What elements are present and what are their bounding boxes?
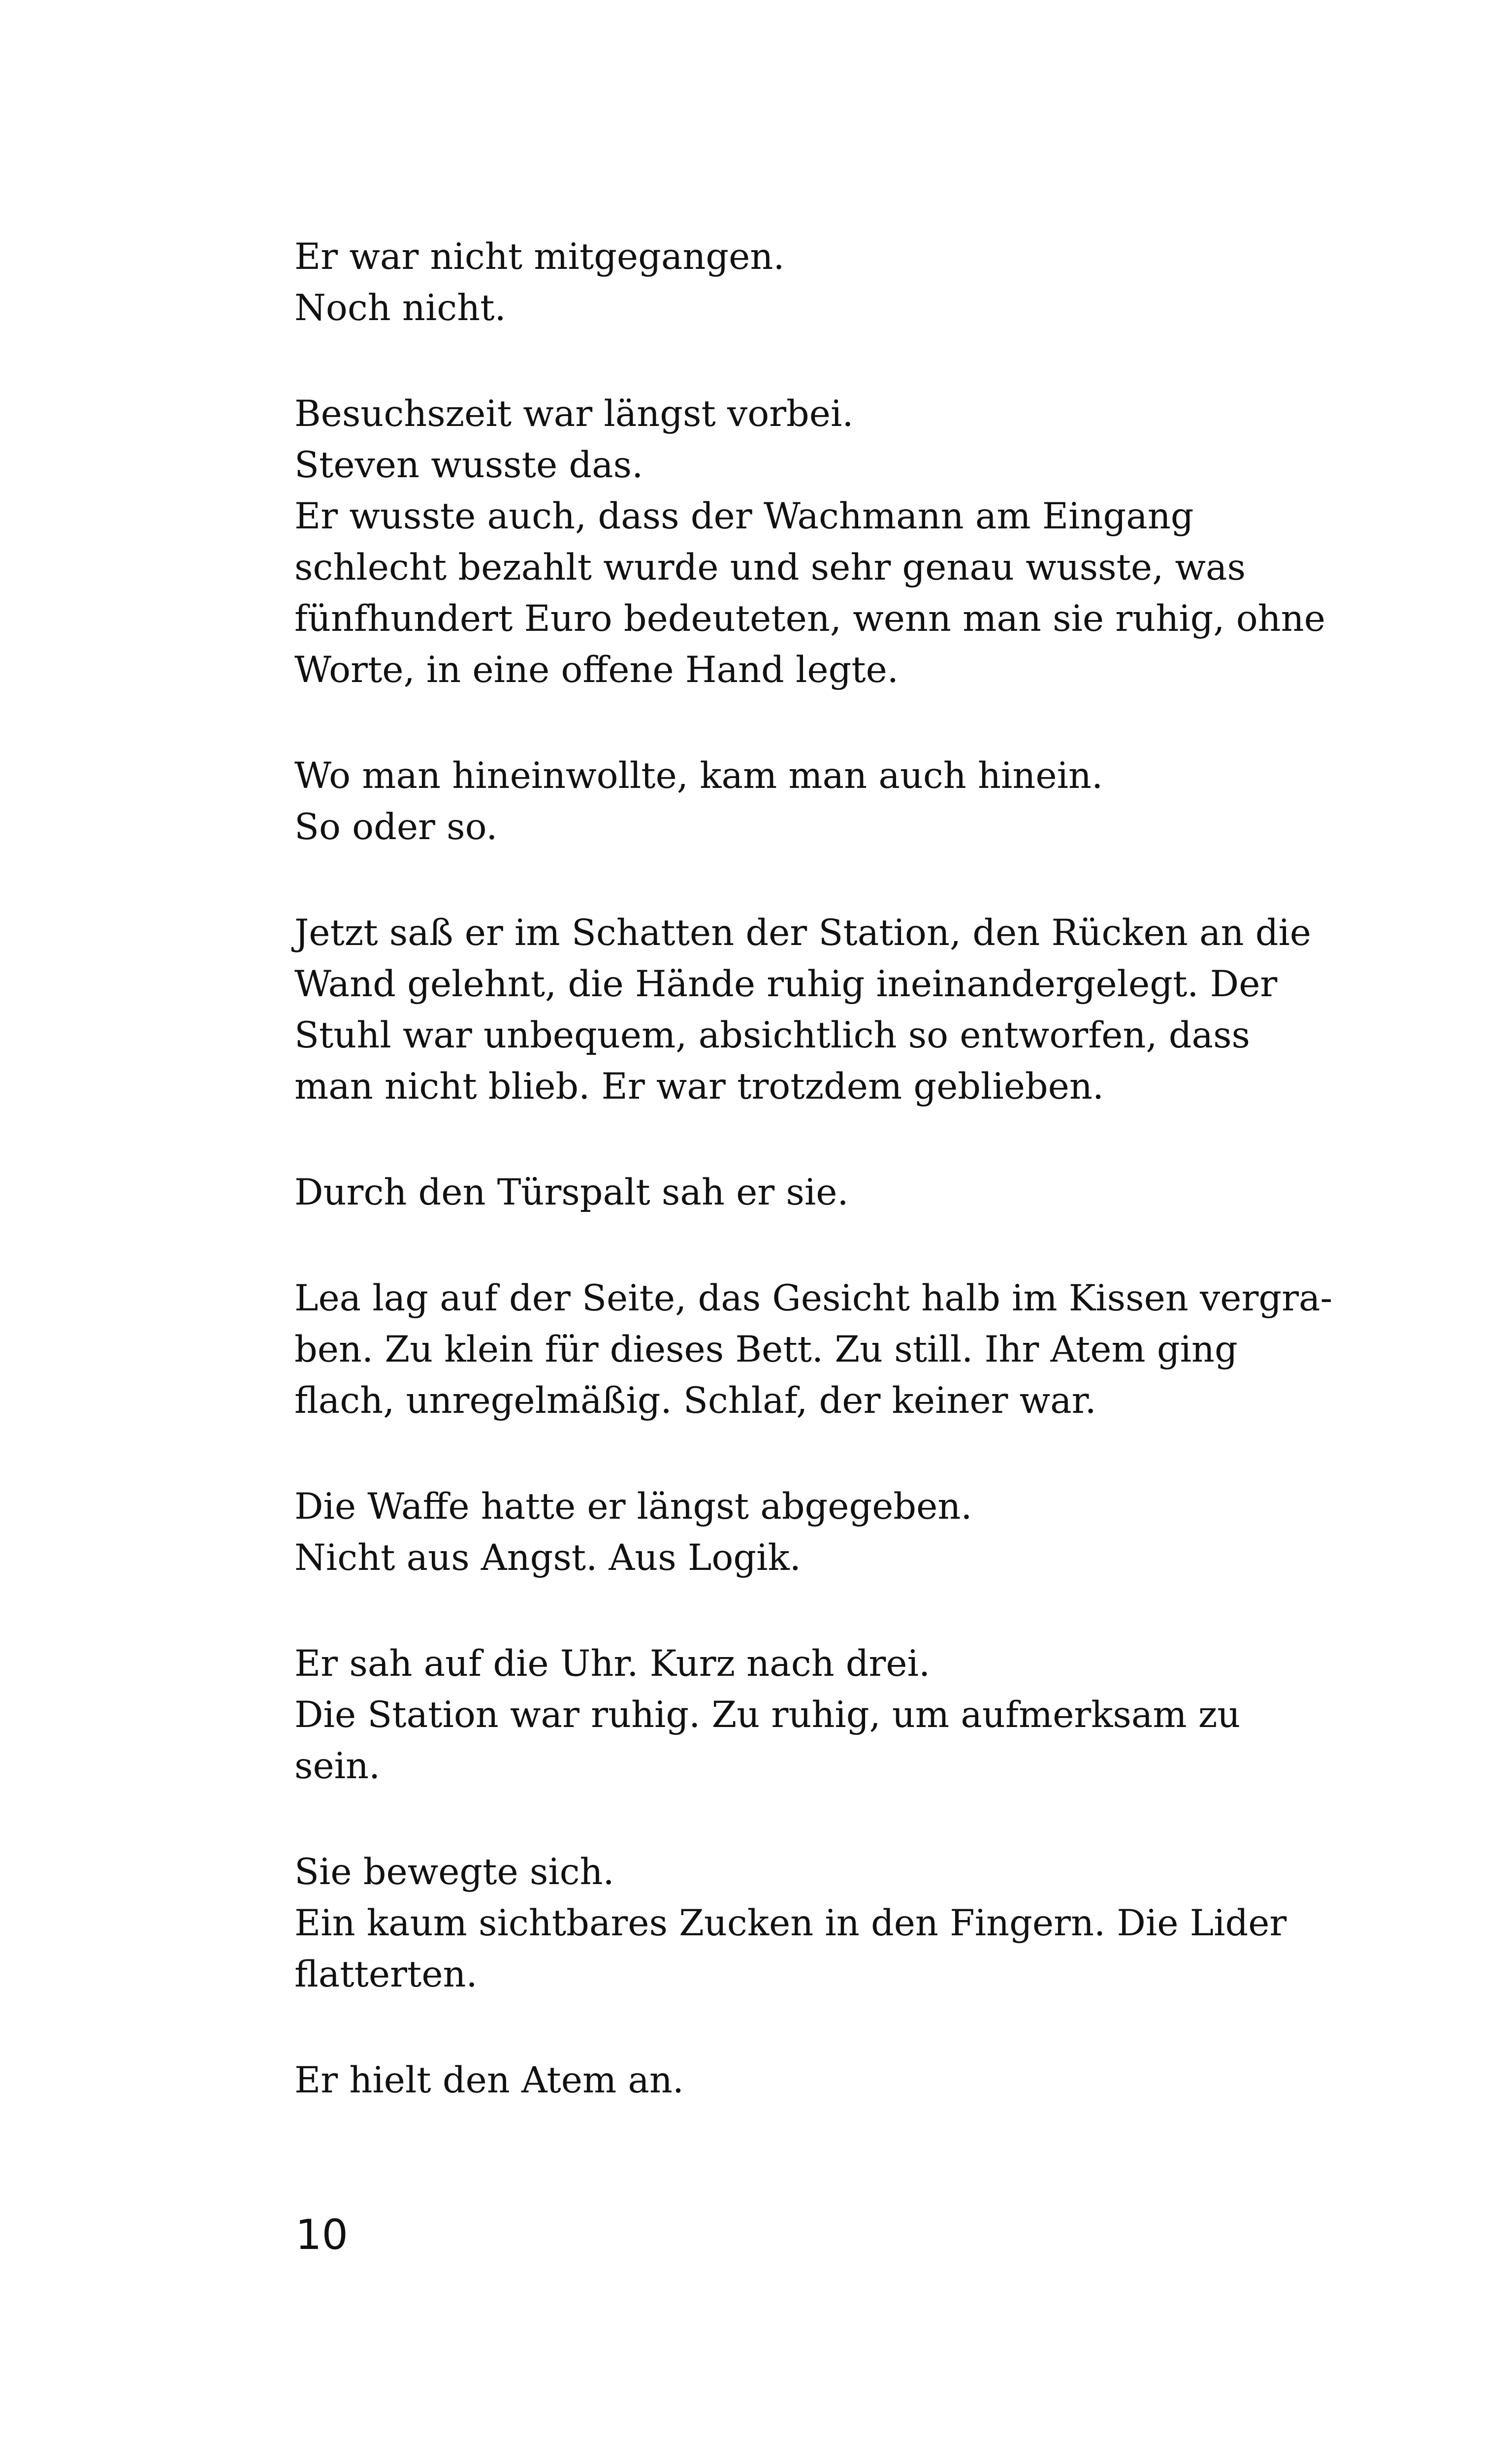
- text-line: Wand gelehnt, die Hände ruhig ineinandergelegt. Der: [294, 963, 1278, 1005]
- text-line: Er war nicht mitgegangen.: [294, 236, 785, 278]
- text-line: Jetzt saß er im Schatten der Station, den Rücken an die: [294, 912, 1311, 954]
- text-line: flatterten.: [294, 1954, 478, 1995]
- text-line: Er wusste auch, dass der Wachmann am Eingang: [294, 495, 1194, 537]
- text-line: Noch nicht.: [294, 287, 506, 329]
- text-line: Worte, in eine offene Hand legte.: [294, 649, 899, 691]
- paragraph: [294, 1167, 1255, 1218]
- text-line: Stuhl war unbequem, absichtlich so entworfen, dass: [294, 1014, 1250, 1056]
- text-line: Sie bewegte sich.: [294, 1851, 614, 1893]
- text-line: So oder so.: [294, 806, 498, 848]
- text-line: ben. Zu klein für dieses Bett. Zu still. Ihr Atem ging: [294, 1329, 1238, 1370]
- paragraph: [294, 2055, 1255, 2106]
- paragraph: [294, 750, 1255, 853]
- text-line: Steven wusste das.: [294, 444, 643, 486]
- paragraph: [294, 1481, 1255, 1584]
- text-line: Ein kaum sichtbares Zucken in den Fingern. Die Lider: [294, 1902, 1287, 1944]
- page-number: 10: [295, 2211, 348, 2259]
- text-line: Er hielt den Atem an.: [294, 2059, 684, 2101]
- paragraph: [294, 1847, 1287, 2000]
- body-text: [294, 231, 1333, 2161]
- text-line: sein.: [294, 1745, 381, 1787]
- paragraph: [294, 231, 1255, 334]
- text-line: Die Waffe hatte er längst abgegeben.: [294, 1486, 972, 1528]
- text-line: Durch den Türspalt sah er sie.: [294, 1172, 849, 1213]
- text-line: flach, unregelmäßig. Schlaf, der keiner war.: [294, 1380, 1096, 1422]
- text-line: schlecht bezahlt wurde und sehr genau wusste, was: [294, 547, 1246, 588]
- text-line: Er sah auf die Uhr. Kurz nach drei.: [294, 1643, 931, 1685]
- text-line: Wo man hineinwollte, kam man auch hinein.: [294, 755, 1103, 797]
- paragraph: [294, 389, 1325, 696]
- paragraph: [294, 1638, 1255, 1792]
- paragraph: [294, 1273, 1333, 1427]
- text-line: fünfhundert Euro bedeuteten, wenn man sie ruhig, ohne: [294, 598, 1325, 640]
- text-line: Die Station war ruhig. Zu ruhig, um aufmerksam zu: [294, 1694, 1241, 1736]
- text-line: Besuchszeit war längst vorbei.: [294, 393, 854, 435]
- text-line: Lea lag auf der Seite, das Gesicht halb im Kissen vergra-: [294, 1277, 1333, 1319]
- paragraph: [294, 908, 1311, 1112]
- text-line: Nicht aus Angst. Aus Logik.: [294, 1537, 801, 1579]
- text-line: man nicht blieb. Er war trotzdem geblieben.: [294, 1066, 1104, 1107]
